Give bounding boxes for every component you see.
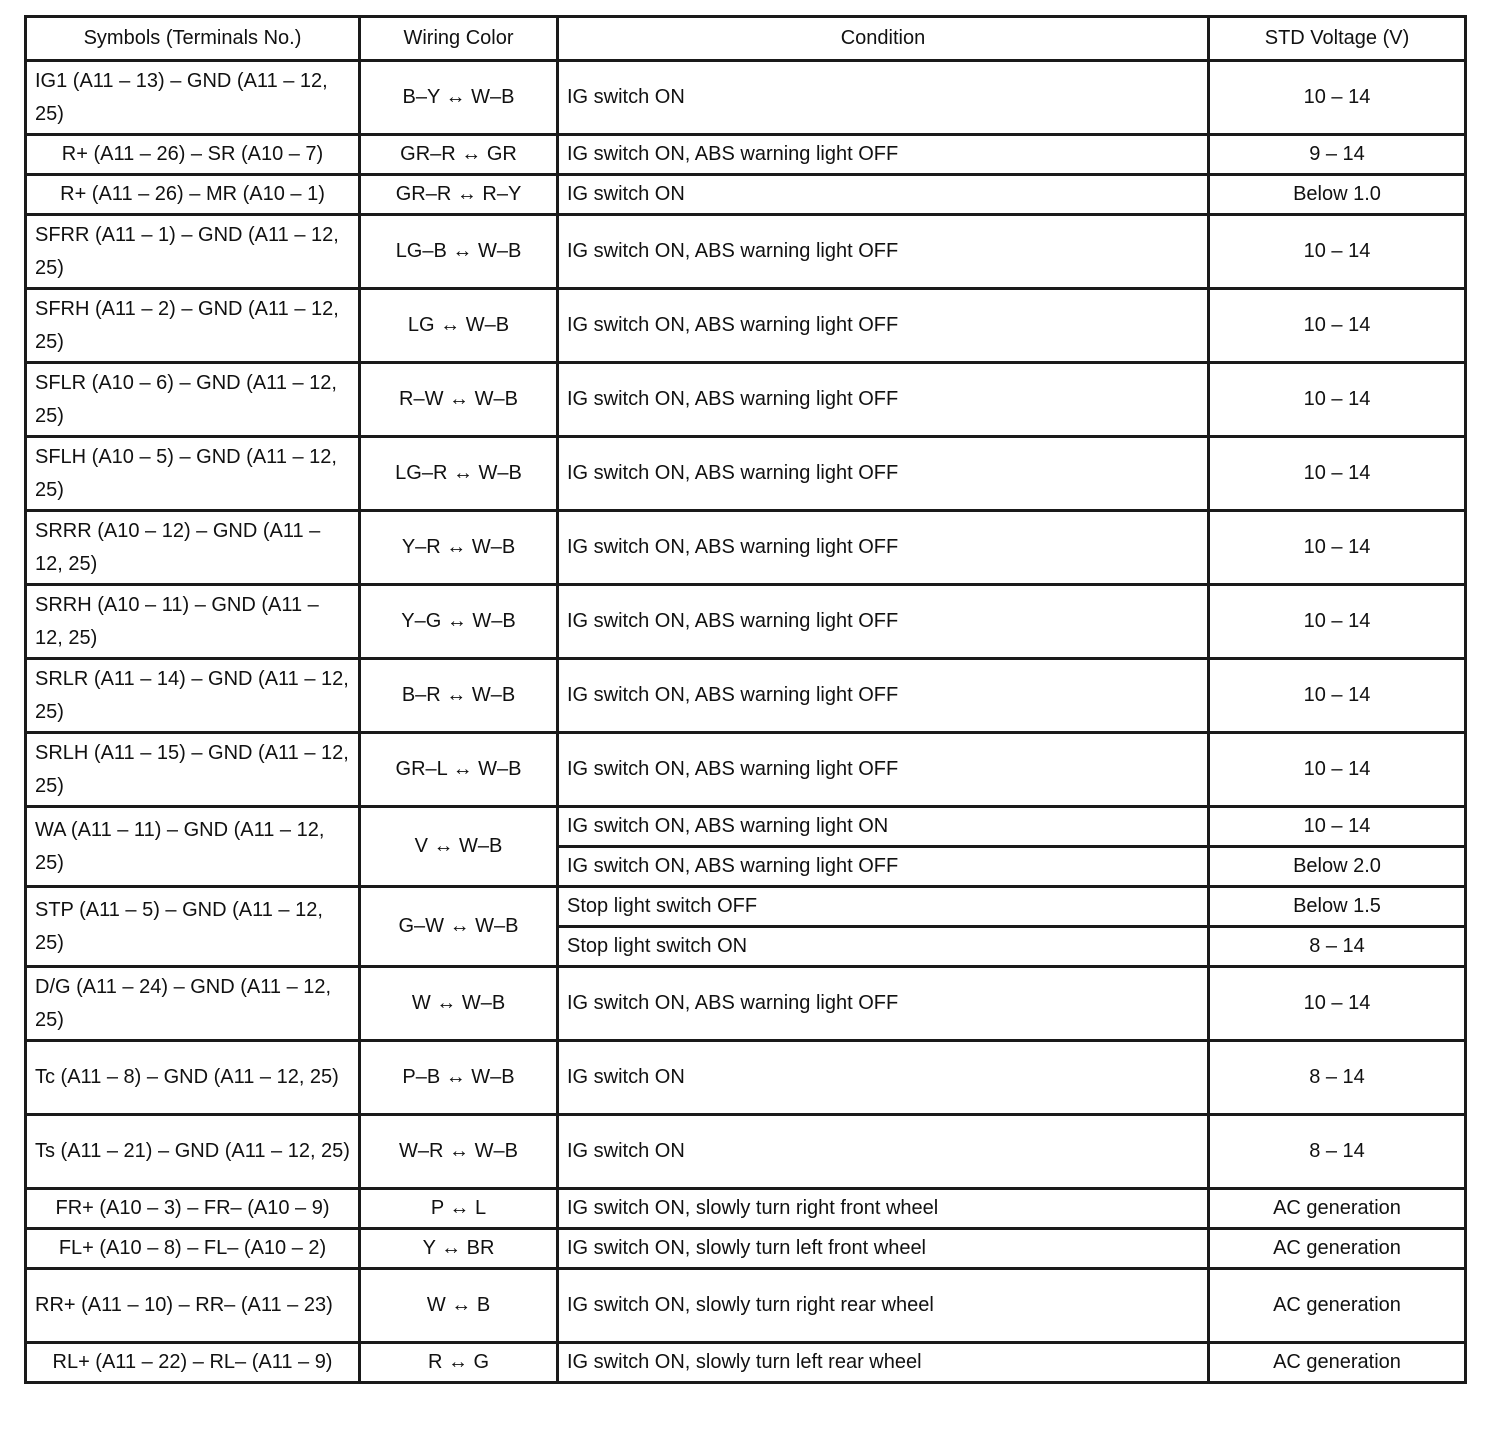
header-wiring-color: Wiring Color [360,17,558,61]
wiring-color: Y–G ↔ W–B [360,585,558,659]
terminal-symbol [26,1343,360,1383]
std-voltage: 10 – 14 [1209,363,1466,437]
std-voltage: 10 – 14 [1209,215,1466,289]
terminal-symbol: SFRH (A11 – 2) – GND (A11 – 12, 25) [26,289,360,363]
wiring-color: R ↔ G [360,1343,558,1383]
condition: IG switch ON [558,1115,1209,1189]
wiring-color: R–W ↔ W–B [360,363,558,437]
terminal-symbol: RR+ (A11 – 10) – RR– (A11 – 23) [26,1269,360,1343]
table-row [26,967,1466,1041]
std-voltage: AC generation [1209,1343,1466,1383]
condition: IG switch ON, ABS warning light OFF [558,215,1209,289]
terminal-symbol-text: R+ (A11 – 26) – SR (A10 – 7) [61,143,324,165]
condition: IG switch ON, ABS warning light ON [558,807,1209,847]
wiring-color: W–R ↔ W–B [360,1115,558,1189]
terminal-symbol: SFLH (A10 – 5) – GND (A11 – 12, 25) [26,437,360,511]
condition: IG switch ON, ABS warning light OFF [558,585,1209,659]
wiring-color: P–B ↔ W–B [360,1041,558,1115]
wiring-color: LG ↔ W–B [360,289,558,363]
terminal-voltage-table [24,15,1467,1384]
std-voltage: 8 – 14 [1209,1041,1466,1115]
header-condition: Condition [558,17,1209,61]
table-row [26,175,1466,215]
terminal-symbol: SRLR (A11 – 14) – GND (A11 – 12, 25) [26,659,360,733]
condition: IG switch ON, ABS warning light OFF [558,733,1209,807]
table-row [26,135,1466,175]
wiring-color: B–Y ↔ W–B [360,61,558,135]
terminal-symbol [26,135,360,175]
std-voltage: AC generation [1209,1229,1466,1269]
std-voltage: 10 – 14 [1209,659,1466,733]
std-voltage: Below 1.0 [1209,175,1466,215]
condition: IG switch ON, ABS warning light OFF [558,511,1209,585]
std-voltage: 10 – 14 [1209,437,1466,511]
table-row [26,659,1466,733]
condition: IG switch ON, ABS warning light OFF [558,363,1209,437]
condition: IG switch ON, ABS warning light OFF [558,967,1209,1041]
terminal-symbol-text: RL+ (A11 – 22) – RL– (A11 – 9) [52,1351,333,1373]
table-row [26,1189,1466,1229]
condition: Stop light switch OFF [558,887,1209,927]
wiring-color: W ↔ W–B [360,967,558,1041]
terminal-symbol: STP (A11 – 5) – GND (A11 – 12, 25) [26,887,360,967]
condition: IG switch ON, ABS warning light OFF [558,135,1209,175]
terminal-symbol: SRRH (A10 – 11) – GND (A11 – 12, 25) [26,585,360,659]
terminal-symbol: SFRR (A11 – 1) – GND (A11 – 12, 25) [26,215,360,289]
table-row [26,289,1466,363]
wiring-color: GR–R ↔ R–Y [360,175,558,215]
wiring-color: V ↔ W–B [360,807,558,887]
header-symbols: Symbols (Terminals No.) [26,17,360,61]
table-row [26,807,1466,847]
std-voltage: 10 – 14 [1209,289,1466,363]
condition: IG switch ON, ABS warning light OFF [558,659,1209,733]
table-row [26,585,1466,659]
terminal-symbol [26,1229,360,1269]
terminal-symbol [26,175,360,215]
std-voltage: 8 – 14 [1209,1115,1466,1189]
table-row [26,511,1466,585]
std-voltage: Below 2.0 [1209,847,1466,887]
condition: IG switch ON, ABS warning light OFF [558,437,1209,511]
terminal-symbol: Tc (A11 – 8) – GND (A11 – 12, 25) [26,1041,360,1115]
terminal-symbol: SRLH (A11 – 15) – GND (A11 – 12, 25) [26,733,360,807]
std-voltage: 8 – 14 [1209,927,1466,967]
std-voltage: 9 – 14 [1209,135,1466,175]
terminal-symbol-text: FL+ (A10 – 8) – FL– (A10 – 2) [58,1237,327,1259]
std-voltage: AC generation [1209,1269,1466,1343]
wiring-color: G–W ↔ W–B [360,887,558,967]
terminal-symbol: SRRR (A10 – 12) – GND (A11 – 12, 25) [26,511,360,585]
condition: Stop light switch ON [558,927,1209,967]
table-row [26,363,1466,437]
wiring-color: P ↔ L [360,1189,558,1229]
condition: IG switch ON [558,175,1209,215]
std-voltage: AC generation [1209,1189,1466,1229]
std-voltage: 10 – 14 [1209,967,1466,1041]
table-row [26,1229,1466,1269]
table-row [26,1041,1466,1115]
condition: IG switch ON [558,1041,1209,1115]
condition: IG switch ON [558,61,1209,135]
terminal-symbol: WA (A11 – 11) – GND (A11 – 12, 25) [26,807,360,887]
table-row [26,1343,1466,1383]
header-std-voltage: STD Voltage (V) [1209,17,1466,61]
condition: IG switch ON, slowly turn right rear wheel [558,1269,1209,1343]
std-voltage: Below 1.5 [1209,887,1466,927]
wiring-color: LG–B ↔ W–B [360,215,558,289]
terminal-symbol: IG1 (A11 – 13) – GND (A11 – 12, 25) [26,61,360,135]
condition: IG switch ON, ABS warning light OFF [558,289,1209,363]
terminal-symbol: D/G (A11 – 24) – GND (A11 – 12, 25) [26,967,360,1041]
std-voltage: 10 – 14 [1209,733,1466,807]
wiring-color: GR–R ↔ GR [360,135,558,175]
std-voltage: 10 – 14 [1209,61,1466,135]
table-row [26,1269,1466,1343]
table-row [26,1115,1466,1189]
table-row [26,437,1466,511]
wiring-color: Y ↔ BR [360,1229,558,1269]
wiring-color: B–R ↔ W–B [360,659,558,733]
std-voltage: 10 – 14 [1209,585,1466,659]
terminal-symbol: Ts (A11 – 21) – GND (A11 – 12, 25) [26,1115,360,1189]
wiring-color: W ↔ B [360,1269,558,1343]
terminal-symbol-text: FR+ (A10 – 3) – FR– (A10 – 9) [55,1197,330,1219]
table-header-row [26,17,1466,61]
terminal-symbol-text: R+ (A11 – 26) – MR (A10 – 1) [60,183,325,205]
table-row [26,887,1466,927]
terminal-symbol: SFLR (A10 – 6) – GND (A11 – 12, 25) [26,363,360,437]
terminal-symbol [26,1189,360,1229]
wiring-color: LG–R ↔ W–B [360,437,558,511]
table-row [26,733,1466,807]
condition: IG switch ON, slowly turn left rear wheel [558,1343,1209,1383]
condition: IG switch ON, ABS warning light OFF [558,847,1209,887]
std-voltage: 10 – 14 [1209,511,1466,585]
table-row [26,215,1466,289]
condition: IG switch ON, slowly turn left front wheel [558,1229,1209,1269]
wiring-color: GR–L ↔ W–B [360,733,558,807]
std-voltage: 10 – 14 [1209,807,1466,847]
condition: IG switch ON, slowly turn right front wheel [558,1189,1209,1229]
table-row [26,61,1466,135]
wiring-color: Y–R ↔ W–B [360,511,558,585]
